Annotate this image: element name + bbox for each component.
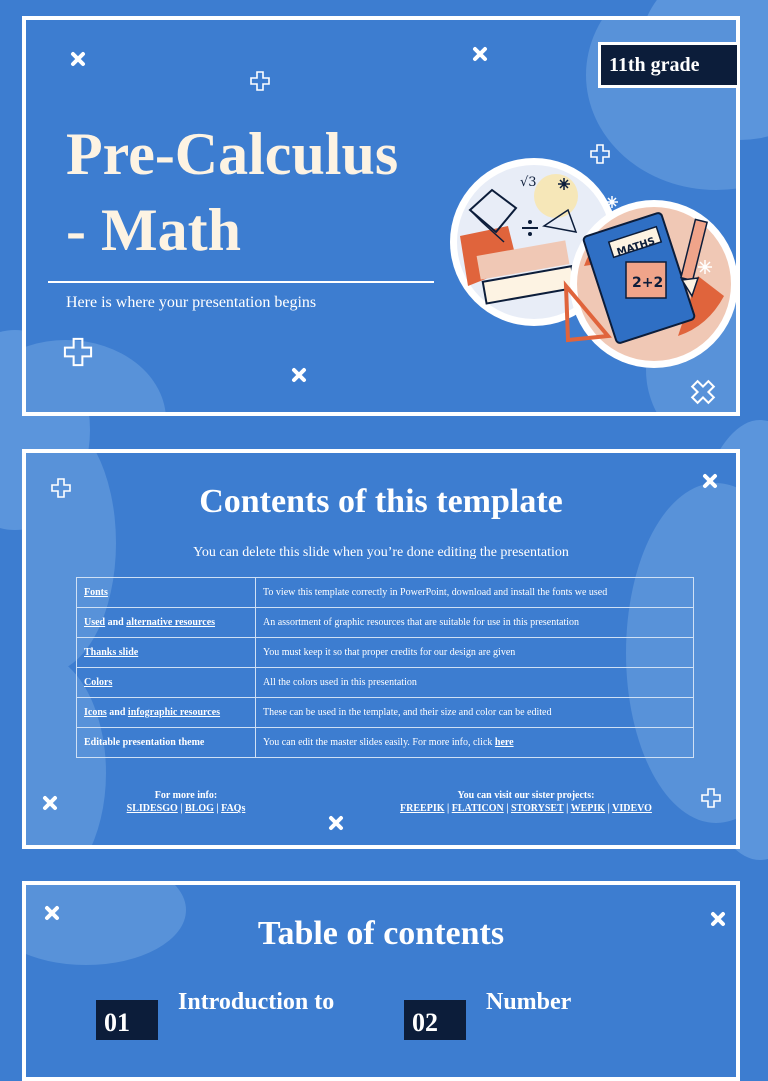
separator: | [605,803,613,814]
section-number: 01 [96,1000,158,1040]
slidesgo-link[interactable]: SLIDESGO [126,803,178,814]
flaticon-link[interactable]: FLATICON [451,803,504,814]
table-row [77,578,694,608]
title-line-1: Pre-Calculus [66,121,399,187]
x-mark-icon [70,51,86,67]
x-mark-icon [472,46,488,62]
infographic-resources-link[interactable]: infographic resources [127,707,221,718]
x-mark-icon [42,795,58,811]
wepik-link[interactable]: WEPIK [570,803,606,814]
icons-link[interactable]: Icons [84,707,107,718]
row-value: All the colors used in this presentation [256,668,694,698]
faqs-link[interactable]: FAQs [221,803,246,814]
separator: | [444,803,452,814]
section-title: Number [486,989,572,1015]
slide-title: Table of contents [257,915,505,952]
row-value: You must keep it so that proper credits for our design are given [256,638,694,668]
footer-heading: For more info: [154,790,218,801]
root-label: √3 [520,175,537,190]
table-row [77,638,694,668]
conjunction: and [105,617,127,628]
book-label: MATHS [615,235,657,259]
row-key: Editable presentation theme [77,728,256,758]
videvo-link[interactable]: VIDEVO [612,803,652,814]
grade-badge [598,42,740,88]
row-value: To view this template correctly in PowerPoint, download and install the fonts we used [256,578,694,608]
row-value [256,728,694,758]
row-value: An assortment of graphic resources that are suitable for use in this presentation [256,608,694,638]
contents-table [76,577,694,758]
storyset-link[interactable]: STORYSET [510,803,564,814]
table-row [77,608,694,638]
plus-outline-icon [62,336,94,368]
table-row [77,728,694,758]
x-outline-icon [689,378,717,406]
used-resources-link[interactable]: Used [84,617,106,628]
row-value-text: You can edit the master slides easily. For more info, click [263,737,495,748]
footer-sister-projects [376,789,676,815]
here-link[interactable]: here [494,737,514,748]
slide-subtitle: Here is where your presentation begins [66,294,317,311]
conjunction: and [106,707,128,718]
separator: | [563,803,571,814]
section-title: Introduction to [178,989,335,1015]
blog-link[interactable]: BLOG [184,803,214,814]
slide-title: Contents of this template [199,483,563,520]
book-sum: 2+2 [632,275,664,291]
separator: | [213,803,222,814]
decor-blob [22,340,166,416]
math-illustration [448,156,738,370]
thanks-slide-link[interactable]: Thanks slide [84,647,139,658]
freepik-link[interactable]: FREEPIK [400,803,445,814]
row-key [77,608,256,638]
table-of-contents-slide[interactable] [22,881,740,1081]
footer-links [96,802,276,815]
grade-badge-label: 11th grade [609,53,700,76]
separator: | [177,803,185,814]
footer-links [376,802,676,815]
row-key [77,578,256,608]
slide-subtitle: You can delete this slide when you’re done editing the presentation [193,545,569,560]
x-mark-icon [328,815,344,831]
plus-outline-icon [700,787,722,809]
title-line-2: - Math [66,197,241,263]
row-value: These can be used in the template, and their size and color can be edited [256,698,694,728]
footer-heading: You can visit our sister projects: [457,790,595,801]
row-key [77,698,256,728]
separator: | [503,803,511,814]
table-row [77,698,694,728]
footer-more-info [96,789,276,815]
slide-title [66,116,398,268]
colors-link[interactable]: Colors [84,677,113,688]
section-number: 02 [404,1000,466,1040]
row-key [77,638,256,668]
contents-slide[interactable] [22,449,740,849]
plus-outline-icon [249,70,271,92]
x-mark-icon [291,367,307,383]
alternative-resources-link[interactable]: alternative resources [126,617,216,628]
fonts-link[interactable]: Fonts [84,587,108,598]
row-key [77,668,256,698]
title-divider [48,281,434,283]
table-row [77,668,694,698]
